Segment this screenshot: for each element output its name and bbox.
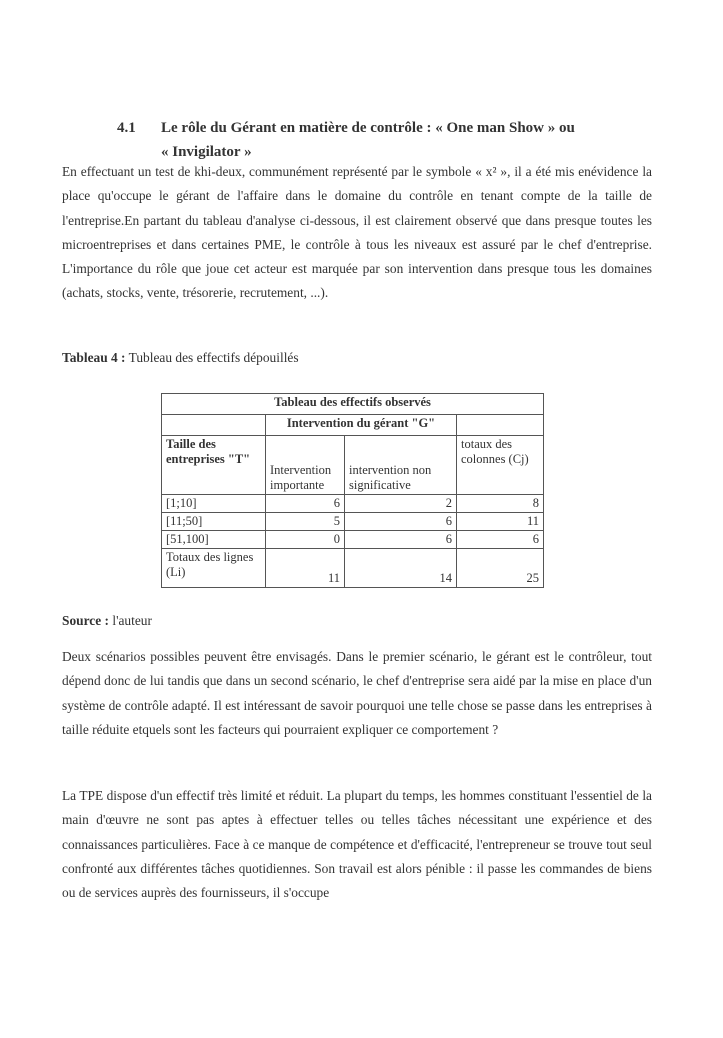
source-text: l'auteur	[109, 613, 152, 628]
cell-value: 6	[345, 513, 457, 531]
paragraph-khi-deux: En effectuant un test de khi-deux, communément représenté par le symbole « x² », il a été mis enévidence la place qu'occupe le gérant de l'affaire dans le domaine du contrôle en tenant compte de la taille de l'entreprise.En partant du tableau d'analyse ci-dessous, il est clairement observé que dans presque toutes les microentreprises et dans certaines PME, le contrôle à tous les niveaux est assuré par le chef d'entreprise. L'importance du rôle que joue cet acteur est marquée par son intervention dans presque tous les domaines (achats, stocks, vente, trésorerie, recrutement, ...).	[62, 164, 652, 301]
totals-label: Totaux des lignes (Li)	[162, 549, 266, 588]
cell-value: 2	[345, 495, 457, 513]
section-title-line1: Le rôle du Gérant en matière de contrôle : « One man Show » ou	[161, 120, 575, 136]
empty-corner-cell	[162, 415, 266, 436]
table-caption	[62, 350, 299, 366]
cell-value: 11	[457, 513, 544, 531]
col-header-non-significative: intervention non significative	[345, 436, 457, 495]
row-header: Taille des entreprises "T"	[162, 436, 266, 495]
section-heading	[117, 116, 657, 164]
table-totals-row	[162, 549, 544, 588]
row-label: [1;10]	[162, 495, 266, 513]
cell-value: 6	[457, 531, 544, 549]
col-header-importante: Intervention importante	[266, 436, 345, 495]
total-value: 25	[457, 549, 544, 588]
cell-value: 6	[266, 495, 345, 513]
table-row	[162, 513, 544, 531]
table-caption-text: Tubleau des effectifs dépouillés	[125, 350, 299, 365]
cell-value: 8	[457, 495, 544, 513]
table-caption-label: Tableau 4 :	[62, 350, 126, 365]
table-row	[162, 495, 544, 513]
row-label: [11;50]	[162, 513, 266, 531]
cell-value: 0	[266, 531, 345, 549]
empty-top-right-cell	[457, 415, 544, 436]
col-header-totaux: totaux des colonnes (Cj)	[457, 436, 544, 495]
table-title: Tableau des effectifs observés	[162, 394, 544, 415]
section-title-line2: « Invigilator »	[161, 144, 252, 160]
source-label: Source :	[62, 613, 109, 628]
cell-value: 5	[266, 513, 345, 531]
total-value: 11	[266, 549, 345, 588]
effectifs-table	[161, 393, 544, 588]
table-row	[162, 531, 544, 549]
row-label: [51,100]	[162, 531, 266, 549]
group-header: Intervention du gérant "G"	[266, 415, 457, 436]
paragraph-tpe: La TPE dispose d'un effectif très limité et réduit. La plupart du temps, les hommes constituant l'essentiel de la main d'œuvre ne sont pas aptes à effectuer telles ou telles tâches nécessitant une expérience et des connaissances particulières. Face à ce manque de compétence et d'efficacité, l'entrepreneur se trouve tout seul confronté aux différentes tâches quotidiennes. Son travail est alors pénible : il passe les commandes de biens ou de services auprès des fournisseurs, il s'occupe	[62, 788, 652, 901]
section-number: 4.1	[117, 120, 136, 136]
paragraph-scenarios: Deux scénarios possibles peuvent être envisagés. Dans le premier scénario, le gérant est le contrôleur, tout dépend donc de lui tandis que dans un second scénario, le chef d'entreprise sera aidé par la mise en place d'un système de contrôle adapté. Il est intéressant de savoir pourquoi une telle chose se passe dans les entreprises à taille réduite etquels sont les facteurs qui pourraient expliquer ce comportement ?	[62, 649, 652, 737]
table-source	[62, 613, 152, 629]
total-value: 14	[345, 549, 457, 588]
cell-value: 6	[345, 531, 457, 549]
